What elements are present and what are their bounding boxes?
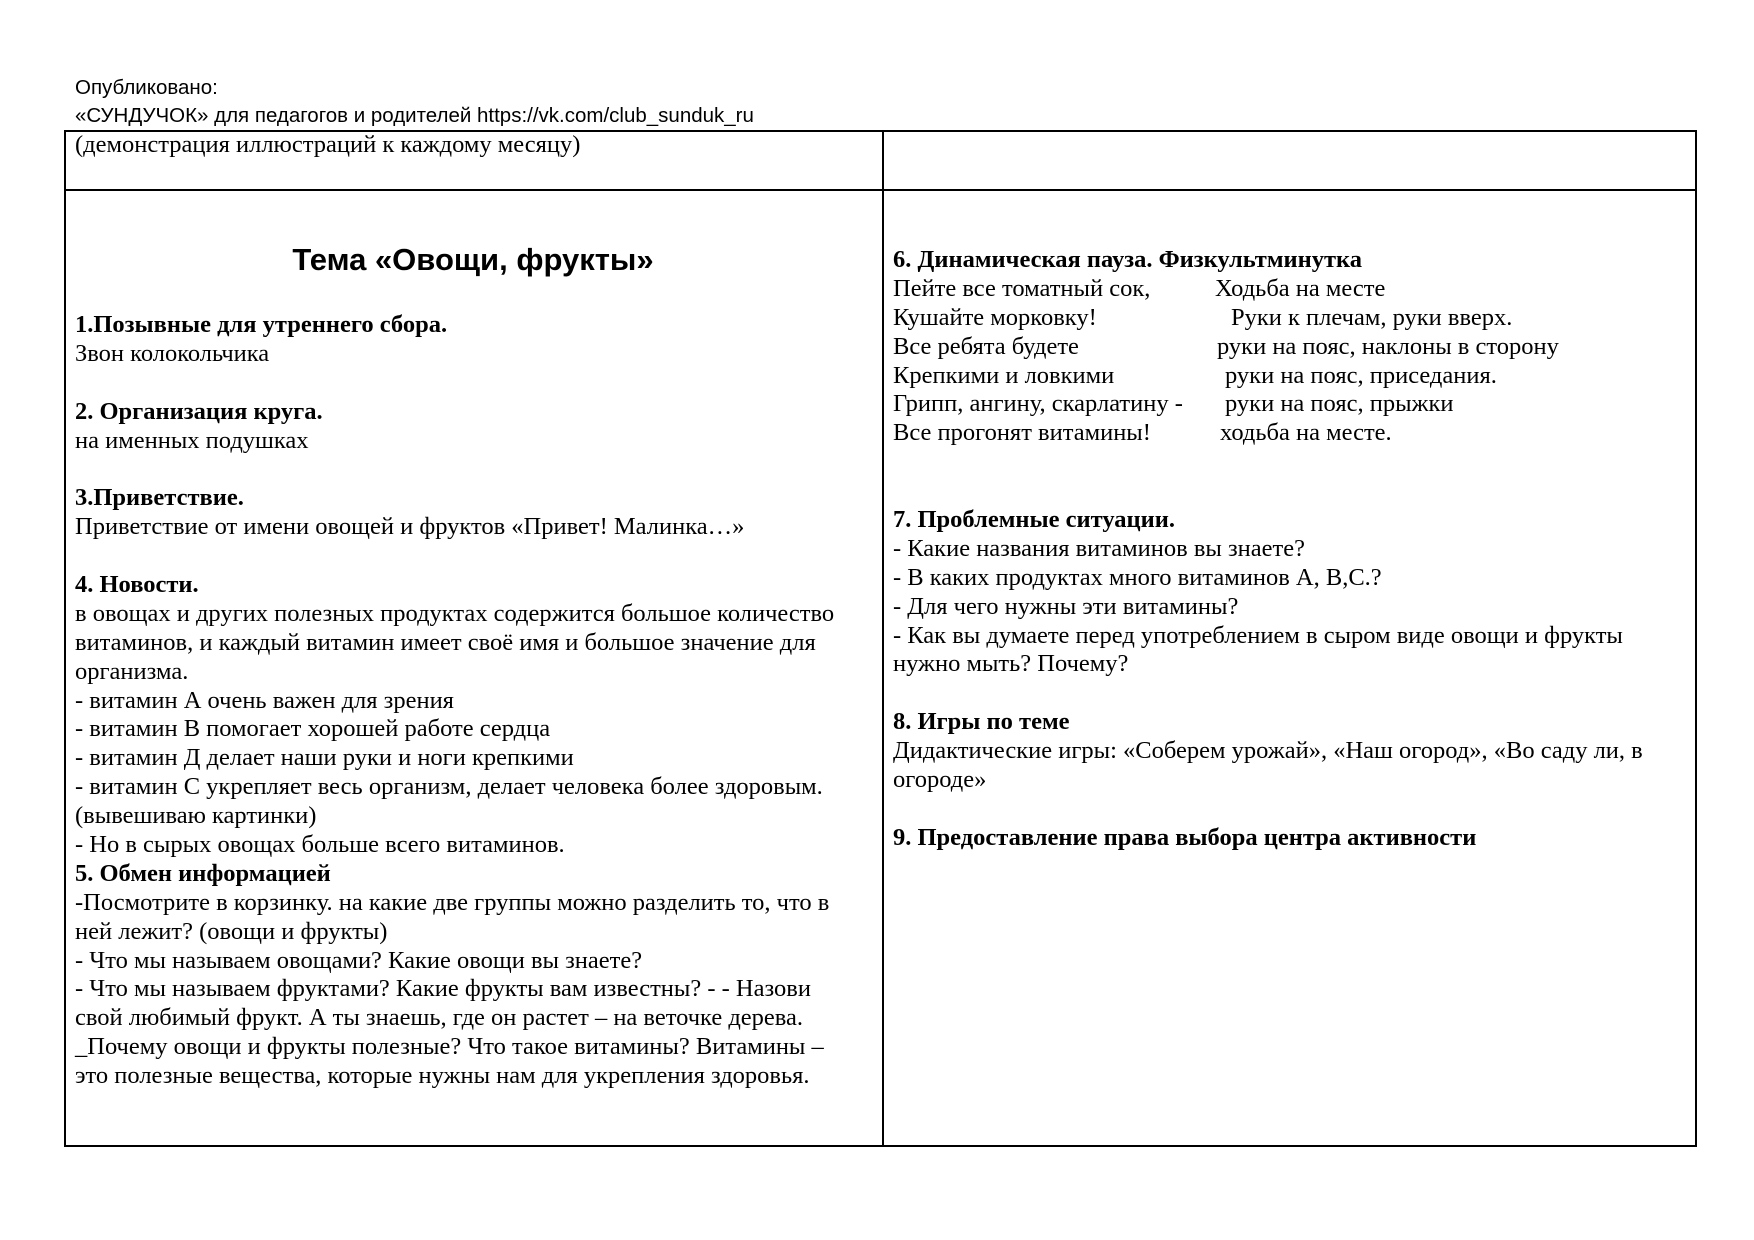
text-line: - Что мы называем фруктами? Какие фрукты вам известны? - - Назови [75,975,811,1003]
blank-line [893,795,1683,824]
text-line: - Как вы думаете перед употреблением в сыром виде овощи и фрукты [893,621,1623,649]
blank-line [893,448,1683,477]
text-line: - витамин Д делает наши руки и ноги крепкими [75,744,574,772]
section-heading: 7. Проблемные ситуации. [893,506,1175,534]
text-line: это полезные вещества, которые нужны нам для укрепления здоровья. [75,1062,810,1090]
poem-row [893,419,1683,448]
right-column-content [893,246,1683,853]
poem-action: руки на пояс, прыжки [1225,390,1454,418]
text-line: в овощах и других полезных продуктах содержится большое количество [75,599,835,627]
poem-action: Ходьба на месте [1215,274,1386,302]
blank-line [893,477,1683,506]
text-line: - В каких продуктах много витаминов А, В,С.? [893,563,1382,591]
text-line: - Для чего нужны эти витамины? [893,592,1239,620]
section-heading: 8. Игры по теме [893,708,1070,736]
poem-verse: Пейте все томатный сок, [893,274,1151,302]
poem-verse: Грипп, ангину, скарлатину - [893,390,1183,418]
text-line: - Но в сырых овощах больше всего витаминов. [75,831,565,859]
blank-line [75,542,834,571]
column-divider [882,132,884,1145]
section-6-title: 6. Динамическая пауза. Физкультминутка [893,246,1363,273]
text-line: свой любимый фрукт. А ты знаешь, где он растет – на веточке дерева. [75,1004,804,1032]
blank-line [893,679,1683,708]
text-line: - Какие названия витаминов вы знаете? [893,534,1305,562]
poem-action: ходьба на месте. [1220,419,1392,447]
text-line: Дидактические игры: «Соберем урожай», «Наш огород», «Во саду ли, в [893,737,1643,765]
poem-row [893,333,1683,362]
text-line: огороде» [893,766,987,794]
text-line: Звон колокольчика [75,339,270,367]
blank-line [75,369,834,398]
text-line: Приветствие от имени овощей и фруктов «Привет! Малинка…» [75,513,745,541]
text-line: _Почему овощи и фрукты полезные? Что такое витамины? Витамины – [75,1033,824,1061]
section-heading: 1.Позывные для утреннего сбора. [75,311,448,338]
poem-verse: Все ребята будете [893,332,1079,360]
poem-row [893,390,1683,419]
poem-action: руки на пояс, приседания. [1225,361,1497,389]
section-heading: 4. Новости. [75,571,199,599]
left-column-content [75,311,834,1091]
text-line: - витамин В помогает хорошей работе сердца [75,715,551,743]
poem-row [893,304,1683,333]
text-line: -Посмотрите в корзинку. на какие две группы можно разделить то, что в [75,888,830,916]
text-line: нужно мыть? Почему? [893,650,1129,678]
published-label: Опубликовано: [75,76,218,99]
text-line: на именных подушках [75,426,309,454]
section-heading: 5. Обмен информацией [75,859,331,887]
blank-line [75,455,834,484]
text-line: ней лежит? (овощи и фрукты) [75,917,388,945]
exercise-poem [893,275,1683,448]
poem-verse: Все прогонят витамины! [893,419,1151,447]
text-line: - витамин С укрепляет весь организм, делает человека более здоровым. [75,773,823,801]
row-divider [66,189,1695,191]
poem-row [893,275,1683,304]
text-line: - витамин А очень важен для зрения [75,686,454,714]
poem-row [893,362,1683,391]
poem-action: Руки к плечам, руки вверх. [1231,303,1513,331]
top-row-left-text: (демонстрация иллюстраций к каждому месяцу) [75,131,581,158]
text-line: организма. [75,657,189,685]
section-heading: 9. Предоставление права выбора центра активности [893,823,1477,851]
section-heading: 2. Организация круга. [75,397,323,425]
poem-verse: Крепкими и ловкими [893,361,1115,389]
poem-verse: Кушайте морковку! [893,303,1097,331]
text-line: - Что мы называем овощами? Какие овощи вы знаете? [75,946,643,974]
source-line: «СУНДУЧОК» для педагогов и родителей https://vk.com/club_sunduk_ru [75,104,754,127]
text-line: (вывешиваю картинки) [75,802,317,830]
topic-title: Тема «Овощи, фрукты» [292,242,654,277]
poem-action: руки на пояс, наклоны в сторону [1217,332,1559,360]
section-heading: 3.Приветствие. [75,484,244,512]
text-line: витаминов, и каждый витамин имеет своё имя и большое значение для [75,628,816,656]
